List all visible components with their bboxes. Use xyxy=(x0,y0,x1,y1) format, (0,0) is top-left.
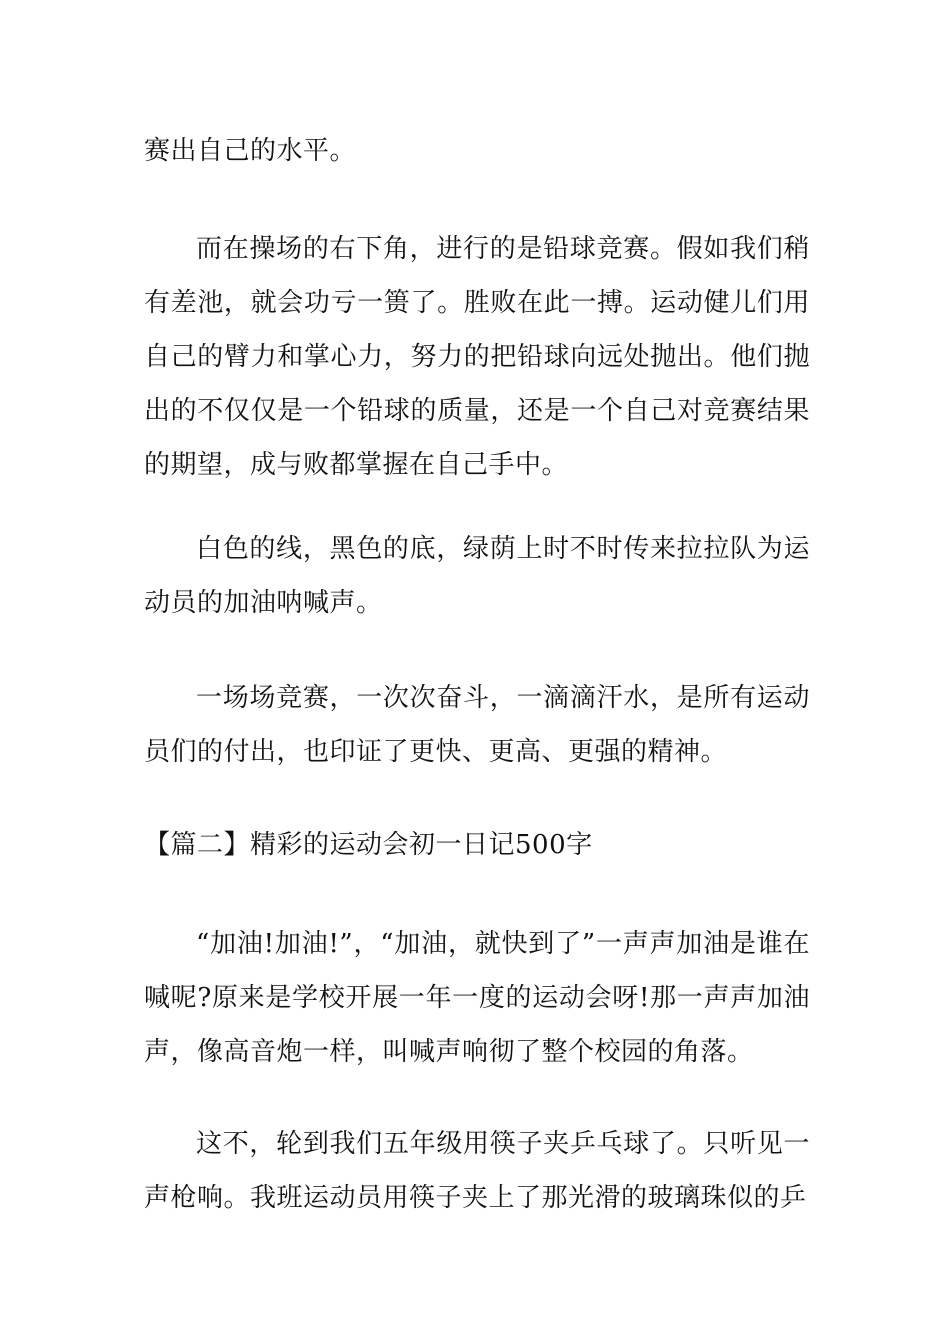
paragraph-cheering: 白色的线，黑色的底，绿荫上时不时传来拉拉队为运动员的加油呐喊声。 xyxy=(144,534,810,618)
paragraph-spirit: 一场场竞赛，一次次奋斗，一滴滴汗水，是所有运动员们的付出，也印证了更快、更高、更强的精神。 xyxy=(144,683,810,767)
paragraph-sports-meet: “加油!加油!”，“加油，就快到了”一声声加油是谁在喊呢?原来是学校开展一年一度的运动会呀!那一声声加油声，像高音炮一样，叫喊声响彻了整个校园的角落。 xyxy=(144,929,810,1067)
paragraph-shot-put: 而在操场的右下角，进行的是铅球竞赛。假如我们稍有差池，就会功亏一篑了。胜败在此一搏。运动健儿们用自己的臂力和掌心力，努力的把铅球向远处抛出。他们抛出的不仅仅是一个铅球的质量，还是一个自己对竞赛结果的期望，成与败都掌握在自己手中。 xyxy=(144,234,810,480)
paragraph-chopsticks: 这不，轮到我们五年级用筷子夹乒乓球了。只听见一声枪响。我班运动员用筷子夹上了那光滑的玻璃珠似的乒 xyxy=(144,1129,810,1213)
paragraph-continuation: 赛出自己的水平。 xyxy=(144,136,357,166)
section-heading: 【篇二】精彩的运动会初一日记500字 xyxy=(144,830,593,860)
